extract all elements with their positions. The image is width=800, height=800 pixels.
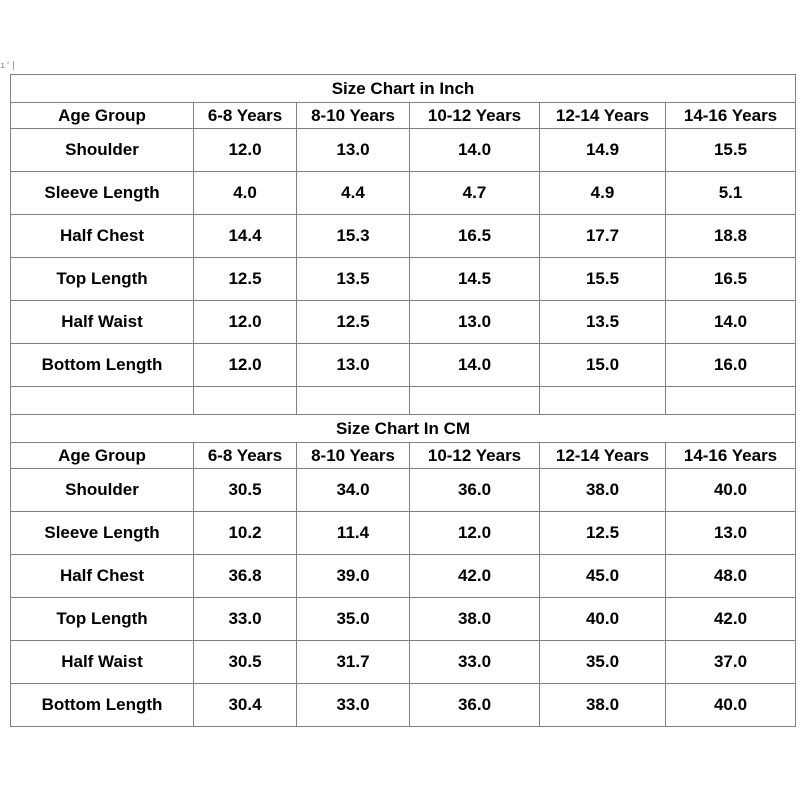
table-cell: 40.0 [540,598,666,641]
table-cell: 13.5 [297,258,410,301]
cm-header-cell: 10-12 Years [410,443,540,469]
table-cell: 17.7 [540,215,666,258]
measurement-label: Top Length [11,598,194,641]
inch-header-cell: 8-10 Years [297,103,410,129]
cm-chart-title: Size Chart In CM [11,415,796,443]
table-cell: 16.0 [666,344,796,387]
inch-title-row [11,75,796,103]
inch-chart-title: Size Chart in Inch [11,75,796,103]
inch-header-cell: 12-14 Years [540,103,666,129]
cm-table-row [11,555,796,598]
table-cell: 33.0 [297,684,410,727]
table-cell: 14.9 [540,129,666,172]
cm-table-row [11,641,796,684]
table-cell: 39.0 [297,555,410,598]
inch-header-cell: Age Group [11,103,194,129]
table-cell: 36.0 [410,684,540,727]
cm-table-row [11,512,796,555]
table-cell: 14.5 [410,258,540,301]
table-cell: 16.5 [666,258,796,301]
table-cell: 36.8 [194,555,297,598]
table-cell: 14.0 [410,344,540,387]
measurement-label: Sleeve Length [11,172,194,215]
table-cell: 38.0 [540,469,666,512]
empty-cell [666,387,796,415]
table-cell: 16.5 [410,215,540,258]
table-cell: 11.4 [297,512,410,555]
table-cell: 35.0 [297,598,410,641]
table-cell: 31.7 [297,641,410,684]
table-cell: 42.0 [666,598,796,641]
empty-cell [410,387,540,415]
cm-header-row [11,443,796,469]
table-cell: 37.0 [666,641,796,684]
blank-separator-row [11,387,796,415]
inch-header-cell: 6-8 Years [194,103,297,129]
inch-header-row [11,103,796,129]
inch-table-row [11,258,796,301]
cm-title-row [11,415,796,443]
inch-header-cell: 10-12 Years [410,103,540,129]
cm-table-row [11,598,796,641]
empty-cell [11,387,194,415]
table-cell: 36.0 [410,469,540,512]
table-cell: 33.0 [194,598,297,641]
table-cell: 42.0 [410,555,540,598]
table-cell: 12.0 [410,512,540,555]
inch-table-row [11,172,796,215]
table-cell: 13.0 [410,301,540,344]
table-cell: 4.0 [194,172,297,215]
measurement-label: Half Chest [11,555,194,598]
cm-header-cell: Age Group [11,443,194,469]
document-corner-mark: ı'| [0,61,17,71]
cm-table-row [11,469,796,512]
table-cell: 14.0 [410,129,540,172]
table-cell: 48.0 [666,555,796,598]
table-cell: 10.2 [194,512,297,555]
table-cell: 12.0 [194,344,297,387]
inch-table-row [11,215,796,258]
measurement-label: Sleeve Length [11,512,194,555]
measurement-label: Half Waist [11,641,194,684]
table-cell: 15.5 [666,129,796,172]
measurement-label: Top Length [11,258,194,301]
table-cell: 30.4 [194,684,297,727]
empty-cell [297,387,410,415]
table-cell: 45.0 [540,555,666,598]
table-cell: 12.0 [194,301,297,344]
size-chart-sheet [10,74,795,727]
measurement-label: Bottom Length [11,344,194,387]
table-cell: 4.7 [410,172,540,215]
table-cell: 40.0 [666,684,796,727]
table-cell: 5.1 [666,172,796,215]
empty-cell [540,387,666,415]
table-cell: 13.0 [666,512,796,555]
table-cell: 15.5 [540,258,666,301]
cm-header-cell: 6-8 Years [194,443,297,469]
table-cell: 4.4 [297,172,410,215]
table-cell: 13.0 [297,344,410,387]
table-cell: 13.0 [297,129,410,172]
measurement-label: Half Chest [11,215,194,258]
table-cell: 14.4 [194,215,297,258]
table-cell: 12.5 [297,301,410,344]
table-cell: 33.0 [410,641,540,684]
measurement-label: Shoulder [11,129,194,172]
table-cell: 38.0 [540,684,666,727]
table-cell: 30.5 [194,641,297,684]
table-cell: 12.5 [194,258,297,301]
table-cell: 30.5 [194,469,297,512]
table-cell: 34.0 [297,469,410,512]
table-cell: 15.3 [297,215,410,258]
table-cell: 4.9 [540,172,666,215]
table-cell: 18.8 [666,215,796,258]
cm-table-row [11,684,796,727]
size-chart-table [10,74,796,727]
cm-header-cell: 8-10 Years [297,443,410,469]
inch-table-row [11,129,796,172]
table-cell: 12.5 [540,512,666,555]
table-cell: 15.0 [540,344,666,387]
inch-table-row [11,344,796,387]
measurement-label: Half Waist [11,301,194,344]
empty-cell [194,387,297,415]
table-cell: 35.0 [540,641,666,684]
inch-header-cell: 14-16 Years [666,103,796,129]
table-cell: 14.0 [666,301,796,344]
measurement-label: Shoulder [11,469,194,512]
table-cell: 12.0 [194,129,297,172]
table-cell: 40.0 [666,469,796,512]
cm-header-cell: 14-16 Years [666,443,796,469]
cm-header-cell: 12-14 Years [540,443,666,469]
table-cell: 38.0 [410,598,540,641]
table-cell: 13.5 [540,301,666,344]
inch-table-row [11,301,796,344]
measurement-label: Bottom Length [11,684,194,727]
